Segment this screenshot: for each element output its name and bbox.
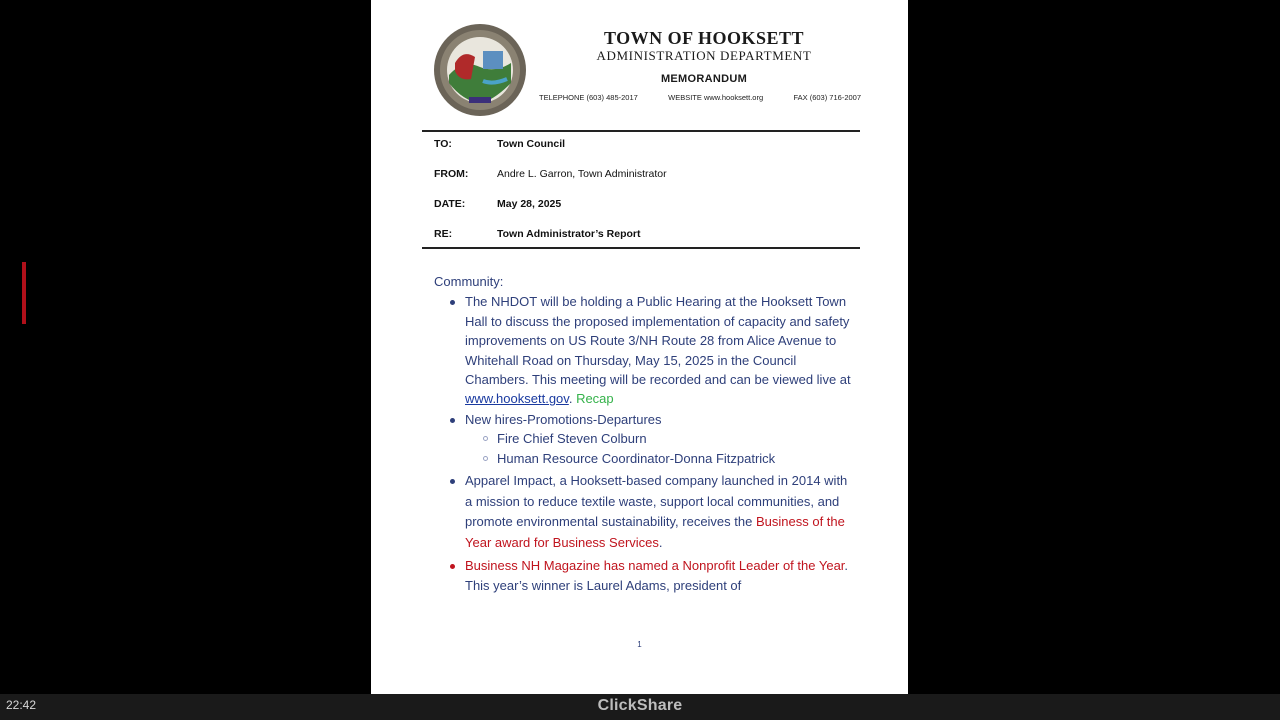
- re-label: RE:: [434, 228, 453, 240]
- clickshare-logo: ClickShare: [597, 697, 683, 714]
- clock: 22:42: [6, 698, 37, 712]
- item1-separator: .: [568, 391, 573, 407]
- town-seal-icon: [433, 23, 527, 117]
- red-marker: [22, 262, 26, 324]
- list-item: [465, 556, 854, 595]
- contact-line: [539, 93, 861, 102]
- town-title: TOWN OF HOOKSETT: [603, 28, 805, 48]
- sub-list-item: Human Resource Coordinator-Donna Fitzpatrick: [497, 449, 854, 468]
- fax: FAX (603) 716-2007: [793, 93, 861, 102]
- from-label: FROM:: [434, 168, 469, 180]
- document-page: [371, 0, 908, 694]
- bottom-rule: [422, 247, 860, 249]
- item2-text: New hires-Promotions-Departures: [465, 411, 662, 427]
- re-value: Town Administrator’s Report: [497, 228, 641, 240]
- memorandum-label: MEMORANDUM: [660, 73, 748, 85]
- section-heading: Community:: [434, 274, 504, 289]
- to-value: Town Council: [497, 138, 566, 150]
- nonprofit-leader-text: Business NH Magazine has named a Nonprofit Leader of the Year: [465, 558, 845, 574]
- item3-text: Apparel Impact, a Hooksett-based company launched in 2014 with a mission to reduce textile waste, support local communities, and promote environmental sustainability, receives the: [465, 473, 848, 530]
- sub-list-item: Fire Chief Steven Colburn: [497, 429, 854, 448]
- item3-end: .: [658, 534, 663, 550]
- telephone: TELEPHONE (603) 485-2017: [539, 93, 638, 102]
- from-value: Andre L. Garron, Town Administrator: [497, 168, 667, 180]
- list-item: [465, 471, 854, 553]
- letterhead: [539, 28, 869, 85]
- to-label: TO:: [434, 138, 452, 150]
- sub-list: [465, 429, 854, 468]
- top-rule: [422, 130, 860, 132]
- memo-body: [434, 272, 854, 596]
- recap-label: Recap: [576, 391, 614, 407]
- website: WEBSITE www.hooksett.org: [668, 93, 764, 102]
- item4-text: . This year’s winner is Laurel Adams, president of: [465, 558, 849, 593]
- department-name: ADMINISTRATION DEPARTMENT: [596, 48, 812, 63]
- list-item: [465, 292, 854, 408]
- list-item: [465, 410, 854, 468]
- date-label: DATE:: [434, 198, 466, 210]
- item-list: [434, 292, 854, 595]
- date-value: May 28, 2025: [497, 198, 562, 210]
- hooksett-link[interactable]: www.hooksett.gov: [465, 391, 569, 407]
- item1-text: The NHDOT will be holding a Public Hearing at the Hooksett Town Hall to discuss the proposed implementation of capacity and safety improvements on US Route 3/NH Route 28 from Alice Avenue to Whitehall Road on Thursday, May 15, 2025 in the Council Chambers. This meeting will be recorded and can be viewed live at: [465, 294, 851, 388]
- award-text: Business of the Year award for Business Services: [465, 514, 845, 550]
- page-number: 1: [637, 640, 642, 649]
